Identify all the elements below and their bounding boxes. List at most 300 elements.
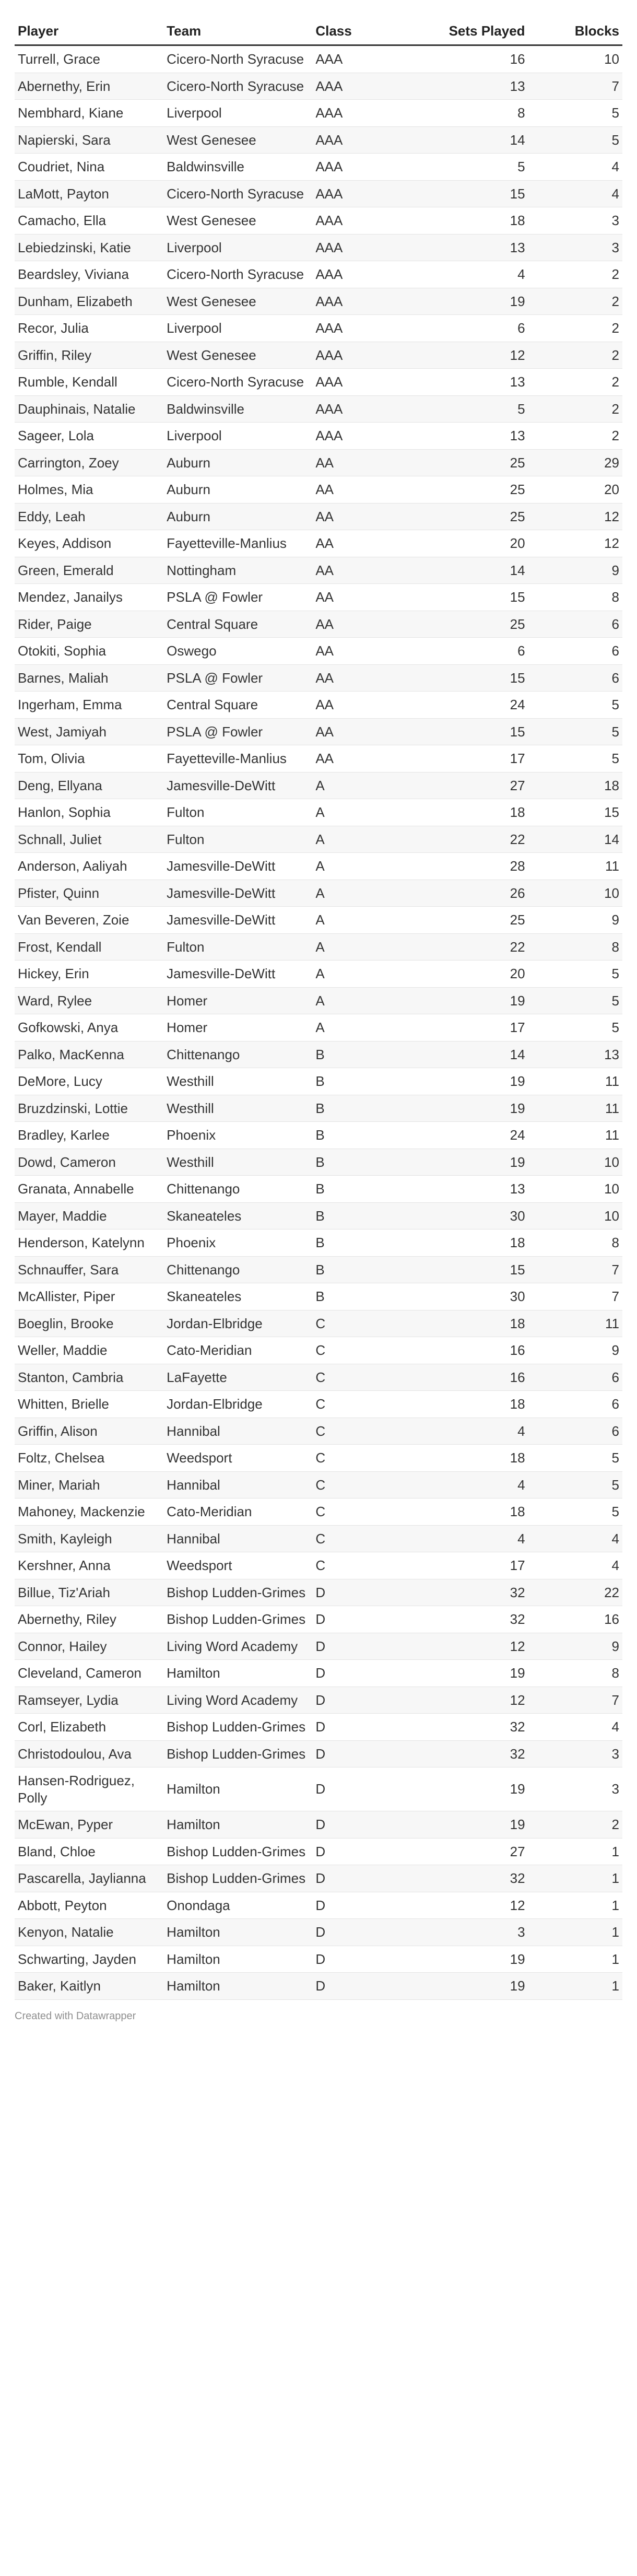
cell-blocks: 7	[528, 1283, 622, 1310]
cell-team: Cato-Meridian	[163, 1498, 312, 1526]
cell-blocks: 5	[528, 1445, 622, 1472]
cell-sets-played: 5	[419, 395, 528, 423]
cell-sets-played: 30	[419, 1283, 528, 1310]
cell-player: Henderson, Katelynn	[15, 1230, 163, 1257]
cell-sets-played: 25	[419, 907, 528, 934]
cell-class: C	[312, 1552, 419, 1579]
cell-team: Hamilton	[163, 1767, 312, 1811]
table-row	[15, 1579, 622, 1606]
table-row	[15, 1714, 622, 1741]
table-row	[15, 476, 622, 504]
cell-player: Deng, Ellyana	[15, 772, 163, 799]
cell-blocks: 5	[528, 961, 622, 988]
cell-blocks: 8	[528, 1660, 622, 1687]
cell-blocks: 29	[528, 449, 622, 476]
cell-blocks: 3	[528, 234, 622, 261]
cell-class: B	[312, 1230, 419, 1257]
cell-class: AAA	[312, 180, 419, 207]
cell-blocks: 5	[528, 745, 622, 772]
cell-blocks: 1	[528, 1865, 622, 1892]
cell-class: C	[312, 1337, 419, 1364]
cell-team: West Genesee	[163, 126, 312, 154]
cell-player: Mayer, Maddie	[15, 1202, 163, 1230]
cell-player: Holmes, Mia	[15, 476, 163, 504]
cell-blocks: 4	[528, 1525, 622, 1552]
cell-player: Stanton, Cambria	[15, 1364, 163, 1391]
header-team[interactable]: Team	[163, 19, 312, 45]
cell-class: D	[312, 1606, 419, 1633]
cell-sets-played: 13	[419, 73, 528, 100]
table-row	[15, 126, 622, 154]
cell-sets-played: 27	[419, 1838, 528, 1865]
table-row	[15, 1865, 622, 1892]
cell-team: Hamilton	[163, 1811, 312, 1839]
cell-blocks: 12	[528, 503, 622, 530]
table-row	[15, 1498, 622, 1526]
cell-sets-played: 13	[419, 234, 528, 261]
cell-blocks: 13	[528, 1041, 622, 1068]
cell-team: Bishop Ludden-Grimes	[163, 1714, 312, 1741]
cell-class: D	[312, 1892, 419, 1919]
table-row	[15, 1919, 622, 1946]
cell-player: Anderson, Aaliyah	[15, 853, 163, 880]
cell-player: Schnauffer, Sara	[15, 1256, 163, 1283]
table-row	[15, 584, 622, 611]
cell-team: Cicero-North Syracuse	[163, 73, 312, 100]
cell-class: AAA	[312, 315, 419, 342]
cell-blocks: 10	[528, 1176, 622, 1203]
cell-team: Chittenango	[163, 1176, 312, 1203]
cell-class: AA	[312, 611, 419, 638]
cell-team: Auburn	[163, 503, 312, 530]
cell-player: West, Jamiyah	[15, 718, 163, 745]
cell-class: A	[312, 907, 419, 934]
cell-sets-played: 19	[419, 1068, 528, 1095]
table-row	[15, 1095, 622, 1122]
cell-team: Bishop Ludden-Grimes	[163, 1838, 312, 1865]
cell-player: Ward, Rylee	[15, 987, 163, 1014]
cell-class: A	[312, 933, 419, 961]
cell-blocks: 5	[528, 718, 622, 745]
cell-player: Camacho, Ella	[15, 207, 163, 235]
cell-player: Gofkowski, Anya	[15, 1014, 163, 1041]
table-row	[15, 745, 622, 772]
cell-team: PSLA @ Fowler	[163, 718, 312, 745]
cell-class: B	[312, 1041, 419, 1068]
cell-team: Fayetteville-Manlius	[163, 745, 312, 772]
header-class[interactable]: Class	[312, 19, 419, 45]
cell-class: A	[312, 987, 419, 1014]
table-row	[15, 1767, 622, 1811]
cell-class: AAA	[312, 154, 419, 181]
cell-class: B	[312, 1283, 419, 1310]
cell-player: Griffin, Alison	[15, 1418, 163, 1445]
table-row	[15, 1014, 622, 1041]
cell-team: Liverpool	[163, 423, 312, 450]
cell-sets-played: 19	[419, 1767, 528, 1811]
table-row	[15, 1552, 622, 1579]
cell-team: LaFayette	[163, 1364, 312, 1391]
cell-sets-played: 15	[419, 718, 528, 745]
table-row	[15, 288, 622, 315]
cell-blocks: 14	[528, 826, 622, 853]
table-row	[15, 1606, 622, 1633]
cell-class: AAA	[312, 100, 419, 127]
cell-class: B	[312, 1122, 419, 1149]
cell-class: AAA	[312, 342, 419, 369]
cell-team: Central Square	[163, 692, 312, 719]
cell-player: Miner, Mariah	[15, 1471, 163, 1498]
cell-player: Pascarella, Jaylianna	[15, 1865, 163, 1892]
table-header	[15, 19, 622, 45]
cell-sets-played: 16	[419, 1364, 528, 1391]
cell-sets-played: 12	[419, 1687, 528, 1714]
table-row	[15, 1230, 622, 1257]
table-row	[15, 234, 622, 261]
cell-sets-played: 17	[419, 745, 528, 772]
cell-class: A	[312, 880, 419, 907]
table-row	[15, 933, 622, 961]
cell-sets-played: 5	[419, 154, 528, 181]
cell-sets-played: 22	[419, 933, 528, 961]
table-row	[15, 1740, 622, 1767]
cell-team: Jamesville-DeWitt	[163, 772, 312, 799]
table-row	[15, 799, 622, 826]
footer-credit: Created with Datawrapper	[15, 2010, 136, 2022]
cell-sets-played: 32	[419, 1865, 528, 1892]
cell-sets-played: 19	[419, 987, 528, 1014]
cell-blocks: 6	[528, 638, 622, 665]
cell-class: AAA	[312, 207, 419, 235]
table-row	[15, 395, 622, 423]
cell-sets-played: 24	[419, 692, 528, 719]
cell-blocks: 20	[528, 476, 622, 504]
cell-team: Baldwinsville	[163, 395, 312, 423]
cell-player: LaMott, Payton	[15, 180, 163, 207]
table-row	[15, 1122, 622, 1149]
cell-class: A	[312, 826, 419, 853]
cell-sets-played: 17	[419, 1014, 528, 1041]
cell-sets-played: 25	[419, 449, 528, 476]
table-row	[15, 853, 622, 880]
cell-class: B	[312, 1095, 419, 1122]
cell-blocks: 5	[528, 987, 622, 1014]
table-row	[15, 1445, 622, 1472]
cell-blocks: 2	[528, 315, 622, 342]
cell-team: Baldwinsville	[163, 154, 312, 181]
cell-player: Turrell, Grace	[15, 45, 163, 73]
cell-sets-played: 32	[419, 1740, 528, 1767]
cell-player: Coudriet, Nina	[15, 154, 163, 181]
cell-sets-played: 12	[419, 1892, 528, 1919]
cell-team: Bishop Ludden-Grimes	[163, 1740, 312, 1767]
table-body	[15, 45, 622, 2000]
cell-blocks: 9	[528, 907, 622, 934]
cell-player: Griffin, Riley	[15, 342, 163, 369]
cell-team: Fulton	[163, 799, 312, 826]
cell-sets-played: 32	[419, 1579, 528, 1606]
cell-class: AAA	[312, 423, 419, 450]
table-row	[15, 342, 622, 369]
cell-player: Hansen-Rodriguez, Polly	[15, 1767, 163, 1811]
cell-blocks: 4	[528, 180, 622, 207]
cell-player: Van Beveren, Zoie	[15, 907, 163, 934]
table-row	[15, 664, 622, 692]
cell-sets-played: 19	[419, 1973, 528, 2000]
cell-team: PSLA @ Fowler	[163, 584, 312, 611]
cell-class: B	[312, 1202, 419, 1230]
table-row	[15, 1418, 622, 1445]
header-blocks[interactable]: Blocks	[528, 19, 622, 45]
cell-class: AA	[312, 476, 419, 504]
table-row	[15, 1283, 622, 1310]
cell-player: Baker, Kaitlyn	[15, 1973, 163, 2000]
header-sets-played[interactable]: Sets Played	[419, 19, 528, 45]
cell-team: Fayetteville-Manlius	[163, 530, 312, 557]
blocks-table	[15, 19, 622, 2000]
cell-team: Liverpool	[163, 234, 312, 261]
cell-class: AAA	[312, 126, 419, 154]
cell-team: Skaneateles	[163, 1202, 312, 1230]
cell-sets-played: 16	[419, 45, 528, 73]
table-row	[15, 1202, 622, 1230]
cell-team: Hamilton	[163, 1919, 312, 1946]
cell-blocks: 2	[528, 342, 622, 369]
cell-sets-played: 15	[419, 664, 528, 692]
cell-blocks: 4	[528, 1714, 622, 1741]
cell-sets-played: 4	[419, 1471, 528, 1498]
cell-blocks: 6	[528, 664, 622, 692]
cell-class: C	[312, 1445, 419, 1472]
table-row	[15, 1310, 622, 1337]
cell-sets-played: 13	[419, 1176, 528, 1203]
cell-sets-played: 6	[419, 638, 528, 665]
cell-player: Foltz, Chelsea	[15, 1445, 163, 1472]
cell-class: C	[312, 1310, 419, 1337]
cell-class: A	[312, 961, 419, 988]
cell-sets-played: 20	[419, 530, 528, 557]
cell-class: C	[312, 1418, 419, 1445]
cell-team: Bishop Ludden-Grimes	[163, 1865, 312, 1892]
cell-team: Cicero-North Syracuse	[163, 369, 312, 396]
cell-sets-played: 19	[419, 1095, 528, 1122]
cell-class: AA	[312, 503, 419, 530]
cell-blocks: 5	[528, 692, 622, 719]
cell-sets-played: 18	[419, 1391, 528, 1418]
cell-class: D	[312, 1579, 419, 1606]
table-row	[15, 987, 622, 1014]
table-row	[15, 449, 622, 476]
cell-sets-played: 28	[419, 853, 528, 880]
table-row	[15, 880, 622, 907]
cell-team: Nottingham	[163, 557, 312, 584]
cell-sets-played: 32	[419, 1714, 528, 1741]
cell-sets-played: 24	[419, 1122, 528, 1149]
cell-player: Boeglin, Brooke	[15, 1310, 163, 1337]
table-row	[15, 369, 622, 396]
cell-sets-played: 16	[419, 1337, 528, 1364]
cell-team: Jamesville-DeWitt	[163, 907, 312, 934]
cell-blocks: 6	[528, 1391, 622, 1418]
cell-sets-played: 25	[419, 476, 528, 504]
header-row	[15, 19, 622, 45]
cell-team: Chittenango	[163, 1256, 312, 1283]
cell-sets-played: 18	[419, 207, 528, 235]
cell-blocks: 2	[528, 423, 622, 450]
cell-blocks: 1	[528, 1919, 622, 1946]
table-row	[15, 1811, 622, 1839]
cell-blocks: 2	[528, 1811, 622, 1839]
cell-sets-played: 18	[419, 1498, 528, 1526]
cell-sets-played: 18	[419, 1230, 528, 1257]
cell-class: D	[312, 1973, 419, 2000]
cell-class: D	[312, 1865, 419, 1892]
cell-class: D	[312, 1714, 419, 1741]
cell-class: B	[312, 1256, 419, 1283]
cell-blocks: 18	[528, 772, 622, 799]
cell-class: D	[312, 1838, 419, 1865]
cell-blocks: 5	[528, 1014, 622, 1041]
cell-class: B	[312, 1149, 419, 1176]
cell-player: Tom, Olivia	[15, 745, 163, 772]
cell-class: A	[312, 772, 419, 799]
cell-blocks: 2	[528, 261, 622, 288]
table-row	[15, 1973, 622, 2000]
cell-sets-played: 19	[419, 1811, 528, 1839]
cell-player: Mahoney, Mackenzie	[15, 1498, 163, 1526]
cell-player: Rumble, Kendall	[15, 369, 163, 396]
cell-team: Liverpool	[163, 315, 312, 342]
cell-blocks: 1	[528, 1946, 622, 1973]
cell-team: Jamesville-DeWitt	[163, 961, 312, 988]
cell-class: C	[312, 1364, 419, 1391]
cell-sets-played: 32	[419, 1606, 528, 1633]
cell-player: Abbott, Peyton	[15, 1892, 163, 1919]
cell-sets-played: 25	[419, 503, 528, 530]
cell-class: AAA	[312, 261, 419, 288]
cell-sets-played: 12	[419, 342, 528, 369]
cell-class: D	[312, 1919, 419, 1946]
header-player[interactable]: Player	[15, 19, 163, 45]
cell-sets-played: 8	[419, 100, 528, 127]
cell-blocks: 1	[528, 1838, 622, 1865]
cell-team: Central Square	[163, 611, 312, 638]
table-row	[15, 207, 622, 235]
cell-sets-played: 25	[419, 611, 528, 638]
cell-blocks: 10	[528, 880, 622, 907]
table-row	[15, 1946, 622, 1973]
table-row	[15, 423, 622, 450]
cell-class: AA	[312, 530, 419, 557]
table-row	[15, 1892, 622, 1919]
cell-blocks: 2	[528, 369, 622, 396]
cell-team: Living Word Academy	[163, 1633, 312, 1660]
table-row	[15, 611, 622, 638]
table-row	[15, 638, 622, 665]
cell-sets-played: 18	[419, 1310, 528, 1337]
cell-player: Cleveland, Cameron	[15, 1660, 163, 1687]
cell-blocks: 11	[528, 1122, 622, 1149]
cell-player: Schnall, Juliet	[15, 826, 163, 853]
cell-sets-played: 12	[419, 1633, 528, 1660]
cell-team: Fulton	[163, 933, 312, 961]
cell-blocks: 9	[528, 557, 622, 584]
cell-team: Weedsport	[163, 1445, 312, 1472]
cell-blocks: 6	[528, 1364, 622, 1391]
cell-team: Jamesville-DeWitt	[163, 880, 312, 907]
cell-class: AAA	[312, 73, 419, 100]
cell-sets-played: 15	[419, 180, 528, 207]
cell-team: Fulton	[163, 826, 312, 853]
cell-team: Cato-Meridian	[163, 1337, 312, 1364]
table-row	[15, 826, 622, 853]
cell-sets-played: 15	[419, 1256, 528, 1283]
cell-player: Pfister, Quinn	[15, 880, 163, 907]
cell-team: Westhill	[163, 1095, 312, 1122]
cell-sets-played: 27	[419, 772, 528, 799]
cell-class: B	[312, 1068, 419, 1095]
cell-blocks: 4	[528, 154, 622, 181]
cell-class: AA	[312, 692, 419, 719]
cell-player: Sageer, Lola	[15, 423, 163, 450]
table-row	[15, 1687, 622, 1714]
cell-team: West Genesee	[163, 288, 312, 315]
cell-class: D	[312, 1811, 419, 1839]
cell-sets-played: 17	[419, 1552, 528, 1579]
table-row	[15, 1471, 622, 1498]
cell-player: Dunham, Elizabeth	[15, 288, 163, 315]
cell-blocks: 2	[528, 395, 622, 423]
cell-player: Mendez, Janailys	[15, 584, 163, 611]
cell-player: McEwan, Pyper	[15, 1811, 163, 1839]
cell-team: Chittenango	[163, 1041, 312, 1068]
cell-player: Dowd, Cameron	[15, 1149, 163, 1176]
cell-player: Ingerham, Emma	[15, 692, 163, 719]
table-row	[15, 557, 622, 584]
cell-blocks: 5	[528, 1471, 622, 1498]
cell-team: Weedsport	[163, 1552, 312, 1579]
cell-player: Abernethy, Riley	[15, 1606, 163, 1633]
cell-team: Liverpool	[163, 100, 312, 127]
cell-player: Napierski, Sara	[15, 126, 163, 154]
cell-player: Christodoulou, Ava	[15, 1740, 163, 1767]
cell-player: McAllister, Piper	[15, 1283, 163, 1310]
cell-blocks: 9	[528, 1337, 622, 1364]
cell-blocks: 3	[528, 207, 622, 235]
cell-sets-played: 14	[419, 126, 528, 154]
cell-blocks: 2	[528, 288, 622, 315]
cell-team: West Genesee	[163, 342, 312, 369]
cell-class: B	[312, 1176, 419, 1203]
cell-blocks: 11	[528, 1068, 622, 1095]
cell-player: Hanlon, Sophia	[15, 799, 163, 826]
cell-blocks: 10	[528, 1149, 622, 1176]
cell-blocks: 5	[528, 1498, 622, 1526]
table-row	[15, 1633, 622, 1660]
cell-sets-played: 18	[419, 1445, 528, 1472]
cell-player: Carrington, Zoey	[15, 449, 163, 476]
cell-player: Beardsley, Viviana	[15, 261, 163, 288]
cell-blocks: 6	[528, 611, 622, 638]
table-row	[15, 1256, 622, 1283]
cell-blocks: 12	[528, 530, 622, 557]
table-row	[15, 100, 622, 127]
cell-team: Hannibal	[163, 1418, 312, 1445]
cell-team: Living Word Academy	[163, 1687, 312, 1714]
cell-player: Granata, Annabelle	[15, 1176, 163, 1203]
cell-player: Rider, Paige	[15, 611, 163, 638]
cell-class: D	[312, 1633, 419, 1660]
